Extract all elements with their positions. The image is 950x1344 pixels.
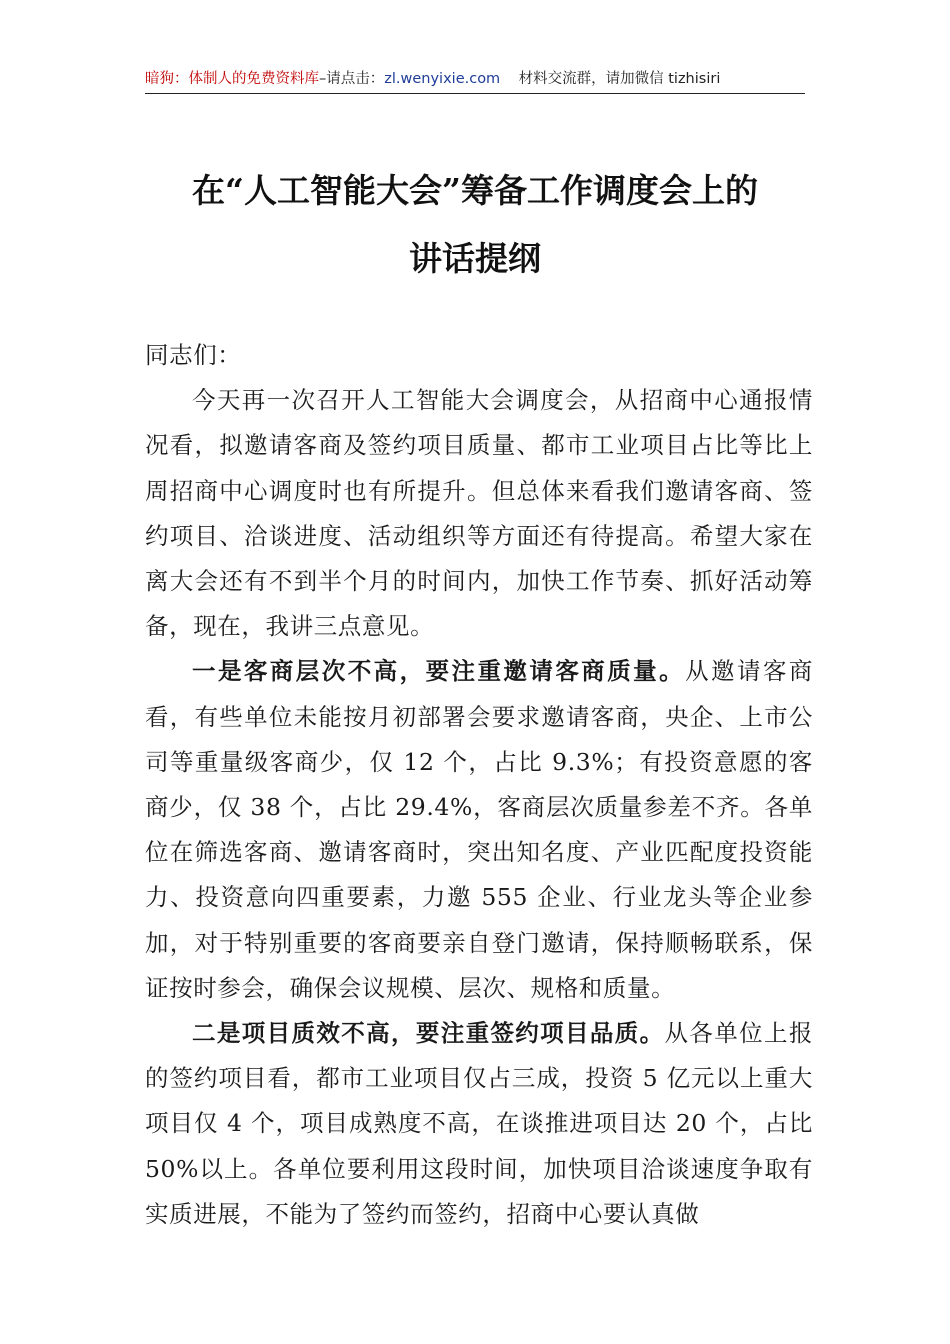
wechat-note: 材料交流群，请加微信 tizhisiri (518, 71, 721, 87)
page-header (145, 68, 805, 94)
point-1-text: 从邀请客商看，有些单位未能按月初部署会要求邀请客商，央企、上市公司等重量级客商少，仅 12 个，占比 9.3%；有投资意愿的客商少，仅 38 个，占比 29.4%，客商层次质量参差不齐。各单位在筛选客商、邀请客商时，突出知名度、产业匹配度投资能力、投资意向四重要素，力邀 555 企业、行业龙头等企业参加，对于特别重要的客商要亲自登门邀请，保持顺畅联系，保证按时参会，确保会议规模、层次、规格和质量。 (145, 657, 814, 1002)
document-body (145, 333, 813, 1237)
point-2-text: 从各单位上报的签约项目看，都市工业项目仅占三成，投资 5 亿元以上重大项目仅 4 个，项目成熟度不高，在谈推进项目达 20 个，占比 50%以上。各单位要利用这段时间，加快项目洽谈速度争取有实质进展，不能为了签约而签约，招商中心要认真做 (145, 1019, 813, 1228)
site-link[interactable]: zl.wenyixie.com (384, 71, 501, 87)
point-1-paragraph (145, 649, 813, 1011)
site-label: 暗狗：体制人的免费资料库 (145, 71, 319, 87)
point-1-heading: 一是客商层次不高，要注重邀请客商质量。 (192, 657, 686, 686)
point-2-paragraph (145, 1011, 813, 1237)
document-title-line-1: 在“人工智能大会”筹备工作调度会上的 (192, 171, 758, 210)
intro-paragraph: 今天再一次召开人工智能大会调度会，从招商中心通报情况看，拟邀请客商及签约项目质量、都市工业项目占比等比上周招商中心调度时也有所提升。但总体来看我们邀请客商、签约项目、洽谈进度、活动组织等方面还有待提高。希望大家在离大会还有不到半个月的时间内，加快工作节奏、抓好活动筹备，现在，我讲三点意见。 (145, 386, 813, 641)
salutation: 同志们： (145, 341, 242, 369)
document-title-line-2: 讲话提纲 (409, 239, 541, 278)
click-label: –请点击： (319, 71, 385, 87)
point-2-heading: 二是项目质效不高，要注重签约项目品质。 (192, 1019, 665, 1048)
